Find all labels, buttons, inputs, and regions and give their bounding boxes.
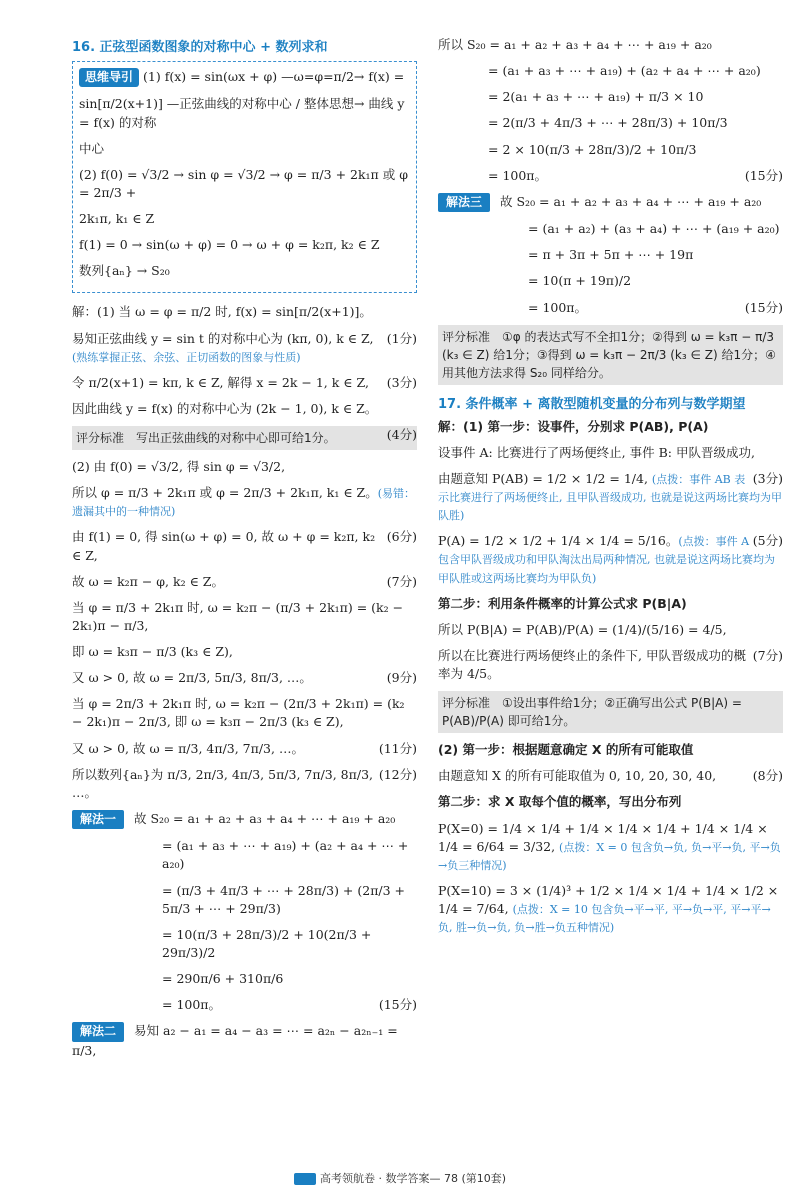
points-label: (7分) bbox=[752, 647, 783, 663]
thinking-guide-box bbox=[72, 61, 417, 293]
solution-text: 当 φ = 2π/3 + 2k₁π 时, ω = k₂π − (2π/3 + 2k₁π) = (k₂ − 2k₁)π − 2π/3, 即 ω = k₃π − 2π/3 (k₃ ∈ Z), bbox=[72, 696, 405, 730]
method1-line bbox=[72, 996, 417, 1014]
solution-line bbox=[72, 400, 417, 418]
q16-solution-part2 bbox=[72, 458, 417, 802]
step-heading: (2) 第一步：根据题意确定 X 的所有可能取值 bbox=[438, 742, 694, 758]
cont-line bbox=[438, 167, 783, 185]
solution-text: 即 ω = k₃π − π/3 (k₃ ∈ Z), bbox=[72, 644, 233, 660]
points-label: (6分) bbox=[386, 529, 417, 545]
method3-tag: 解法三 bbox=[438, 193, 490, 212]
solution-line bbox=[72, 766, 417, 802]
guide-line: sin[π/2(x+1)] —正弦曲线的对称中心 / 整体思想→ 曲线 y = f(x) 的对称 bbox=[79, 96, 405, 130]
right-column bbox=[438, 36, 783, 944]
solution-line bbox=[72, 374, 417, 392]
guide-line: (2) f(0) = √3/2 → sin φ = √3/2 → φ = π/3 + 2k₁π 或 φ = 2π/3 + bbox=[79, 166, 408, 200]
points-label: (9分) bbox=[386, 670, 417, 686]
hint-note: (易错：遗漏其中的一种情况) bbox=[72, 487, 416, 519]
q17-solution-part1 bbox=[438, 418, 783, 684]
solution-line bbox=[72, 599, 417, 635]
points-label: (7分) bbox=[386, 573, 417, 589]
solution-text: 设事件 A: 比赛进行了两场便终止, 事件 B: 甲队晋级成功, bbox=[438, 444, 755, 460]
solution-text: 所以 φ = π/3 + 2k₁π 或 φ = 2π/3 + 2k₁π, k₁ ∈ Z。 bbox=[72, 485, 378, 501]
solution-line bbox=[438, 647, 783, 683]
solution-text: 所以在比赛进行两场便终止的条件下, 甲队晋级成功的概率为 4/5。 bbox=[438, 647, 746, 682]
method3-line: 故 S₂₀ = a₁ + a₂ + a₃ + a₄ + ⋯ + a₁₉ + a₂₀ bbox=[500, 193, 762, 209]
hint-note: (点拨：事件 A 包含甲队晋级成功和甲队淘汰出局两种情况, 也就是说这两场比赛均为甲队胜或这两场比赛均为甲队负) bbox=[438, 535, 775, 585]
cont-line: = (a₁ + a₃ + ⋯ + a₁₉) + (a₂ + a₄ + ⋯ + a₂₀) bbox=[488, 63, 761, 79]
guide-tag: 思维导引 bbox=[79, 68, 139, 87]
points-label: (11分) bbox=[378, 740, 417, 756]
guide-line bbox=[79, 68, 410, 87]
method1-block bbox=[72, 810, 417, 829]
solution-text: P(A) = 1/2 × 1/2 + 1/4 × 1/4 = 5/16。 bbox=[438, 533, 679, 549]
method1-result: = 100π。 bbox=[162, 997, 222, 1013]
page-footer bbox=[0, 1170, 800, 1186]
q16-title: 16. 正弦型函数图象的对称中心 + 数列求和 bbox=[72, 40, 328, 55]
guide-text: (1) f(x) = sin(ωx + φ) —ω=φ=π/2→ f(x) = bbox=[143, 69, 405, 84]
solution-text: 由题意知 P(AB) = 1/2 × 1/2 = 1/4, bbox=[438, 470, 652, 486]
points-label: (5分) bbox=[752, 533, 783, 549]
solution-text: 所以 P(B|A) = P(AB)/P(A) = (1/4)/(5/16) = 4/5, bbox=[438, 621, 727, 637]
method1-tag: 解法一 bbox=[72, 810, 124, 829]
guide-line: 2k₁π, k₁ ∈ Z bbox=[79, 211, 155, 227]
hint-note: (熟练掌握正弦、余弦、正切函数的图象与性质) bbox=[72, 350, 301, 364]
solution-line bbox=[72, 458, 417, 476]
cont-line: = 2(a₁ + a₃ + ⋯ + a₁₉) + π/3 × 10 bbox=[488, 89, 704, 105]
solution-line bbox=[72, 695, 417, 731]
solution-text: (2) 由 f(0) = √3/2, 得 sin φ = √3/2, bbox=[72, 459, 286, 475]
solution-line bbox=[438, 621, 783, 639]
solution-line bbox=[438, 741, 783, 759]
solution-line bbox=[72, 643, 417, 661]
step-heading: 第二步：求 X 取每个值的概率，写出分布列 bbox=[438, 794, 682, 810]
cont-line: = 2 × 10(π/3 + 28π/3)/2 + 10π/3 bbox=[488, 141, 697, 157]
hint-note: (点拨：事件 AB 表示比赛进行了两场便终止, 且甲队晋级成功, 也就是说这两场比赛均为甲队胜) bbox=[438, 472, 782, 523]
points-label: (1分) bbox=[386, 330, 417, 346]
solution-text: 易知正弦曲线 y = sin t 的对称中心为 (kπ, 0), k ∈ Z, bbox=[72, 330, 374, 346]
method3-points: (15分) bbox=[744, 299, 783, 315]
method2-tag: 解法二 bbox=[72, 1022, 124, 1041]
solution-line bbox=[72, 330, 417, 366]
solution-text: 令 π/2(x+1) = kπ, k ∈ Z, 解得 x = 2k − 1, k ∈ Z, bbox=[72, 374, 369, 390]
solution-text: 解：(1) 当 ω = φ = π/2 时, f(x) = sin[π/2(x+1)]。 bbox=[72, 304, 372, 320]
q17-solution-part2 bbox=[438, 741, 783, 936]
points-label: (3分) bbox=[386, 374, 417, 390]
solution-line bbox=[72, 528, 417, 564]
solution-text: 由 f(1) = 0, 得 sin(ω + φ) = 0, 故 ω + φ = k₂π, k₂ ∈ Z, bbox=[72, 529, 376, 563]
method3-block bbox=[438, 193, 783, 212]
solution-line bbox=[438, 444, 783, 462]
hint-note: (点拨：X = 10 包含负→平→平, 平→负→平, 平→平→负, 胜→负→负, 负→胜→负五种情况) bbox=[438, 903, 771, 935]
solution-line bbox=[72, 669, 417, 687]
scoring-criteria-3: 评分标准 ①设出事件给1分；②正确写出公式 P(B|A) = P(AB)/P(A) 即可给1分。 bbox=[438, 691, 783, 733]
method3-line: = (a₁ + a₂) + (a₃ + a₄) + ⋯ + (a₁₉ + a₂₀) bbox=[528, 221, 780, 237]
solution-line bbox=[438, 820, 783, 874]
method2-line: 易知 a₂ − a₁ = a₄ − a₃ = ⋯ = a₂ₙ − a₂ₙ₋₁ = π/3, bbox=[72, 1023, 398, 1058]
solution-line bbox=[72, 303, 417, 321]
method3-line: = 10(π + 19π)/2 bbox=[528, 273, 632, 289]
method3-line: = π + 3π + 5π + ⋯ + 19π bbox=[528, 247, 694, 263]
solution-line bbox=[72, 740, 417, 758]
solution-line bbox=[438, 767, 783, 785]
method1-line: = (π/3 + 4π/3 + ⋯ + 28π/3) + (2π/3 + 5π/3 + ⋯ + 29π/3) bbox=[162, 882, 406, 916]
method2-block bbox=[72, 1022, 417, 1060]
solution-text: P(X=10) = 3 × (1/4)³ + 1/2 × 1/4 × 1/4 + 1/4 × 1/2 × 1/4 = 7/64, bbox=[438, 882, 779, 917]
points-label: (4分) bbox=[386, 427, 417, 443]
hint-note: (点拨：X = 0 包含负→负, 负→平→负, 平→负→负三种情况) bbox=[438, 840, 781, 872]
points-label: (3分) bbox=[752, 470, 783, 486]
scoring-criteria-2: 评分标准 ①φ 的表达式写不全扣1分；②得到 ω = k₃π − π/3 (k₃ ∈ Z) 给1分；③得到 ω = k₃π − 2π/3 (k₃ ∈ Z) 给1分；④用其他方法求得 S₂₀ 同样给分。 bbox=[438, 325, 783, 385]
guide-line: f(1) = 0 → sin(ω + φ) = 0 → ω + φ = k₂π, k₂ ∈ Z bbox=[79, 237, 380, 253]
method3-result: = 100π。 bbox=[528, 299, 588, 315]
solution-text: 由题意知 X 的所有可能取值为 0, 10, 20, 30, 40, bbox=[438, 768, 717, 784]
solution-line bbox=[438, 882, 783, 936]
solution-text: 因此曲线 y = f(x) 的对称中心为 (2k − 1, 0), k ∈ Z。 bbox=[72, 400, 378, 416]
q17-title: 17. 条件概率 + 离散型随机变量的分布列与数学期望 bbox=[438, 396, 746, 412]
method1-line: = 10(π/3 + 28π/3)/2 + 10(2π/3 + 29π/3)/2 bbox=[162, 926, 372, 960]
step-heading: 第二步：利用条件概率的计算公式求 P(B|A) bbox=[438, 595, 687, 611]
method3-line bbox=[438, 299, 783, 317]
left-column bbox=[72, 36, 417, 1068]
cont-result: = 100π。 bbox=[488, 167, 548, 183]
cont-points: (15分) bbox=[744, 167, 783, 183]
step-heading: 解：(1) 第一步：设事件，分别求 P(AB), P(A) bbox=[438, 418, 709, 434]
solution-text: 故 ω = k₂π − φ, k₂ ∈ Z。 bbox=[72, 573, 224, 589]
solution-line bbox=[438, 532, 783, 586]
solution-line bbox=[438, 418, 783, 436]
cont-line: = 2(π/3 + 4π/3 + ⋯ + 28π/3) + 10π/3 bbox=[488, 115, 728, 131]
guide-line: 中心 bbox=[79, 140, 105, 156]
guide-line: 数列{aₙ} → S₂₀ bbox=[79, 263, 170, 279]
solution-line bbox=[72, 484, 417, 520]
method1-line: = 290π/6 + 310π/6 bbox=[162, 971, 284, 987]
solution-line bbox=[438, 595, 783, 613]
solution-text: 所以数列{aₙ}为 π/3, 2π/3, 4π/3, 5π/3, 7π/3, 8π/3, …。 bbox=[72, 766, 373, 800]
solution-line bbox=[438, 793, 783, 811]
cont-line: 所以 S₂₀ = a₁ + a₂ + a₃ + a₄ + ⋯ + a₁₉ + a₂₀ bbox=[438, 37, 712, 52]
footer-text: 高考领航卷 · 数学答案— 78 (第10套) bbox=[319, 1172, 507, 1185]
solution-text: 又 ω > 0, 故 ω = 2π/3, 5π/3, 8π/3, …。 bbox=[72, 670, 312, 686]
publisher-logo-icon bbox=[294, 1173, 316, 1185]
scoring-criteria-1: 评分标准 写出正弦曲线的对称中心即可给1分。 bbox=[72, 426, 417, 450]
points-label: (8分) bbox=[752, 768, 783, 784]
solution-text: 当 φ = π/3 + 2k₁π 时, ω = k₂π − (π/3 + 2k₁π) = (k₂ − 2k₁)π − π/3, bbox=[72, 599, 404, 633]
solution-text: P(X=0) = 1/4 × 1/4 + 1/4 × 1/4 × 1/4 + 1/4 × 1/4 × 1/4 = 6/64 = 3/32, bbox=[438, 820, 768, 854]
method1-line: 故 S₂₀ = a₁ + a₂ + a₃ + a₄ + ⋯ + a₁₉ + a₂₀ bbox=[134, 810, 396, 826]
method1-points: (15分) bbox=[378, 997, 417, 1013]
solution-line bbox=[438, 470, 783, 524]
solution-line bbox=[72, 573, 417, 591]
method1-line: = (a₁ + a₃ + ⋯ + a₁₉) + (a₂ + a₄ + ⋯ + a₂₀) bbox=[162, 838, 409, 872]
solution-text: 又 ω > 0, 故 ω = π/3, 4π/3, 7π/3, …。 bbox=[72, 740, 304, 756]
points-label: (12分) bbox=[378, 766, 417, 782]
